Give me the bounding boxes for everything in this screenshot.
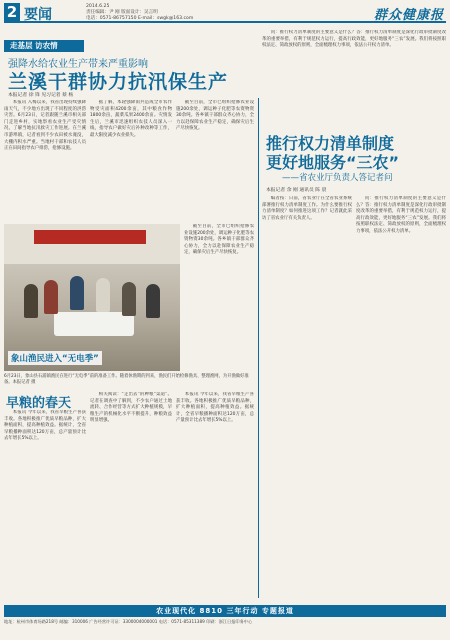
article-paragraph: 本报讯 入梅以来，我省出现持续强降雨天气，不少地方出现了不同程度的洪涝灾害。6月23日，记者跟随兰溪市相关部门走进乡村，实地察看农业生产受灾情况，了解当地抗汛救灾工作进展。在兰溪市游埠镇，记者看到不少农田被水淹没，大棚内积水严重。当地村干部和农技人员正在田间指导农户排涝，抢修设施。: [4, 100, 86, 152]
article-paragraph: 问：推行权力清单制度的主要意义是什么？答：推行权力清单制度是深化行政审批制度改革的重要举措，有利于规范权力运行，提高行政效能，更好地服务“三农”发展。我们将按照职权法定、简政放权的原则，全面梳理权力事项，依法公开权力清单。: [262, 30, 446, 49]
right-subhead: ——省农业厅负责人答记者问: [282, 173, 393, 183]
article-column-1: [4, 100, 86, 220]
right-byline: 本报记者 余 刚 通讯员 陈 晨: [266, 188, 327, 193]
article-subhead: 强降水给农业生产带来严重影响: [8, 59, 148, 70]
article-column-4: [184, 224, 254, 371]
right-column-1: [262, 196, 352, 600]
spring-headline: 早粮的春天: [6, 396, 72, 411]
photo-title: 象山渔民进入“无电季”: [8, 351, 102, 365]
column-tag: 走基层 访农情: [4, 40, 84, 52]
right-headline-line2: 更好地服务“三农”: [266, 153, 400, 172]
news-photo: [4, 224, 180, 371]
photo-person: [44, 280, 58, 314]
article-paragraph: 相关阅读：“走出去”的种粮“渠道”。记者在调查中了解到，不少农户通过土地流转、合作经营等方式扩大种植规模，早粮生产的机械化水平不断提升，种粮效益明显增强。: [90, 392, 172, 424]
header-editor: 责任编辑：尹 刚 版面设计：吴言明: [86, 10, 158, 15]
article-paragraph: 本报讯 今年以来，我省早粮生产喜获丰收。各地积极推广优质早粮品种，扩大种植面积，提高种植效益。据统计，全省早粮播种面积达120万亩，总产量预计比去年增长5%以上。: [4, 410, 86, 442]
photo-person: [70, 276, 84, 310]
header-contact: 电话：0571-86757150 E-mail：swgk@163.com: [86, 16, 194, 21]
column-divider: [258, 98, 259, 598]
photo-banner: [34, 230, 146, 244]
spring-column-3: [176, 392, 254, 600]
article-byline: 本报记者 徐 锋 见习记者 蔡 杨: [8, 93, 74, 98]
spring-column-2: [90, 392, 172, 600]
footer-banner: 农业现代化 8810 三年行动 专题报道: [4, 605, 446, 617]
page-number: 2: [4, 3, 20, 21]
header-meta: [86, 4, 193, 22]
photo-person: [96, 278, 110, 312]
article-paragraph: 截至目前，全市已组织抢修农业设施200余处，调运种子化肥等农资物资30余吨。各乡镇干部群众齐心协力，全力以赴保障农业生产稳定，确保灾后生产尽快恢复。: [176, 100, 254, 132]
article-column-2: [90, 100, 172, 220]
article-paragraph: 截至目前，全市已组织抢修农业设施200余处，调运种子化肥等农资物资30余吨。各乡镇干部群众齐心协力，全力以赴保障农业生产稳定，确保灾后生产尽快恢复。: [184, 224, 254, 256]
article-paragraph: 编者按：日前，省农业厅在全省农业系统部署推行权力清单制度工作。为什么要推行权力清单制度？如何推进这项工作？记者就此采访了省农业厅有关负责人。: [262, 196, 352, 221]
section-title: 要闻: [24, 7, 52, 23]
article-headline: 兰溪干群协力抗汛保生产: [8, 71, 229, 93]
photo-caption: 6月23日，象山县石浦镇渔民在进行“无电季”前的准备工作。随着休渔期的到来，渔民们开始检修渔具、整理渔网，为开渔做好准备。本报记者 摄: [4, 374, 249, 385]
spring-column-1: [4, 410, 86, 600]
photo-person: [122, 282, 136, 316]
right-headline-line1: 推行权力清单制度: [266, 134, 395, 153]
newspaper-name: 群众健康报: [373, 8, 444, 23]
article-column-3: [176, 100, 254, 220]
photo-person: [146, 284, 160, 318]
page-header: [4, 3, 446, 23]
header-date: 2014.6.25: [86, 4, 110, 9]
photo-person: [24, 284, 38, 318]
right-column-2: [356, 196, 446, 600]
article-paragraph: 本报讯 今年以来，我省早粮生产喜获丰收。各地积极推广优质早粮品种，扩大种植面积，提高种植效益。据统计，全省早粮播种面积达120万亩，总产量预计比去年增长5%以上。: [176, 392, 254, 424]
article-paragraph: 据了解，本轮强降雨共造成全市农作物受灾面积4200余亩，其中粮食作物1800余亩，蔬菜瓜果2400余亩。灾情发生后，兰溪市迅速组织农技人员深入一线，指导农户做好灾后补种改种等工作，最大限度减少农业损失。: [90, 100, 172, 138]
article-paragraph: 问：推行权力清单制度的主要意义是什么？答：推行权力清单制度是深化行政审批制度改革的重要举措，有利于规范权力运行，提高行政效能，更好地服务“三农”发展。我们将按照职权法定、简政放权的原则，全面梳理权力事项，依法公开权力清单。: [356, 196, 446, 234]
footer-info: 地址：杭州市体育场路218号 邮编：310006 广告经营许可证：3300004000001 电话：0571-85311389 印刷：浙江日报印务中心: [4, 619, 253, 624]
right-top-text: [262, 30, 446, 126]
